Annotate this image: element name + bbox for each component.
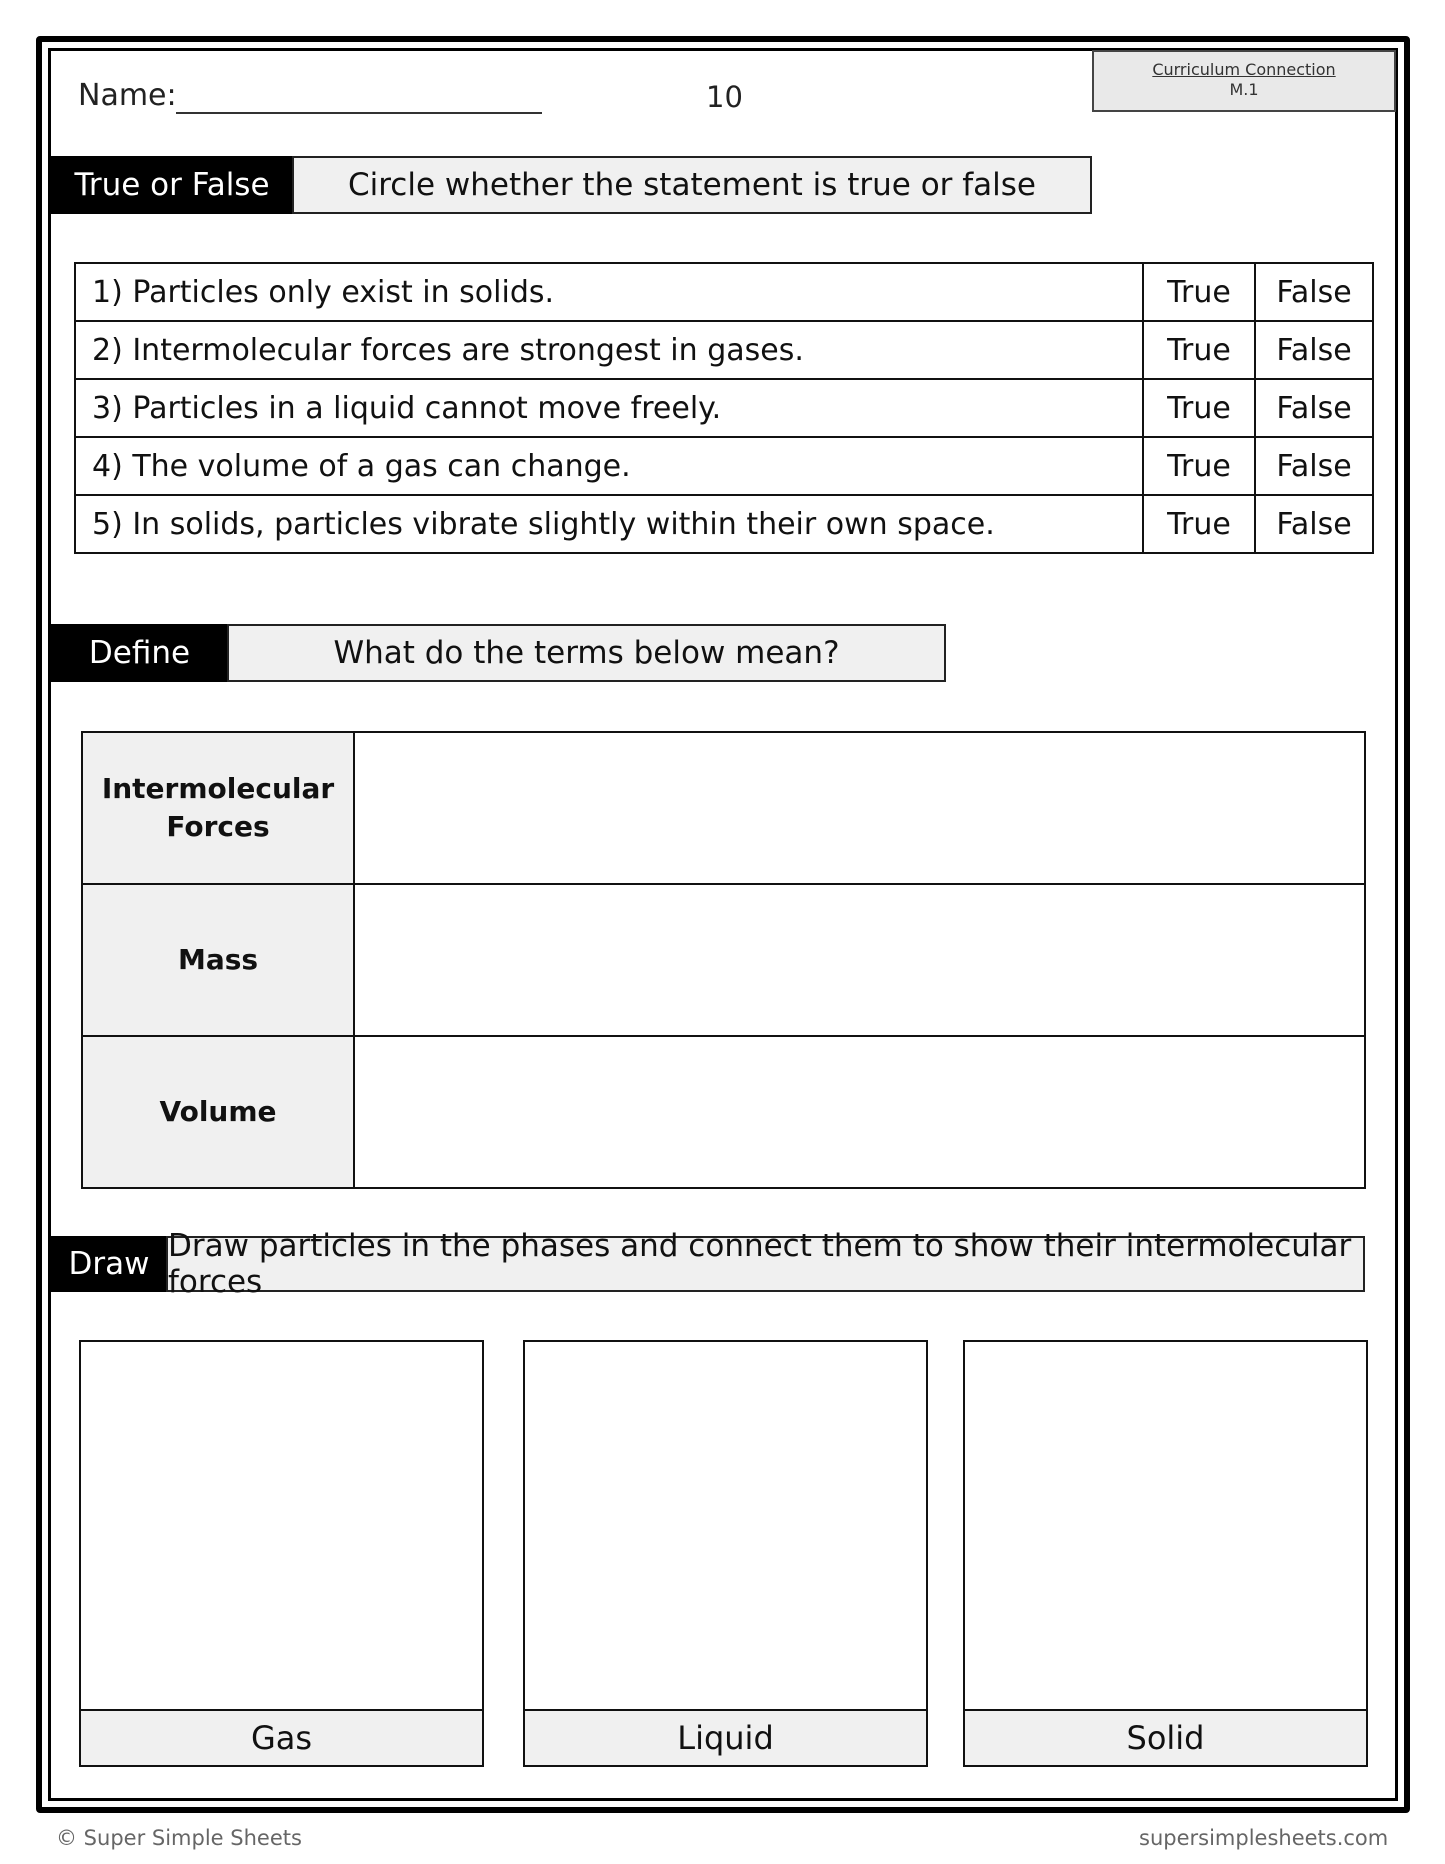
term-label-line2: Forces [166, 810, 270, 843]
true-option-3[interactable]: True [1143, 379, 1255, 437]
website-link[interactable]: supersimplesheets.com [1139, 1826, 1389, 1850]
true-false-instruction: Circle whether the statement is true or false [292, 156, 1092, 214]
false-option-1[interactable]: False [1255, 263, 1373, 321]
false-option-3[interactable]: False [1255, 379, 1373, 437]
true-option-2[interactable]: True [1143, 321, 1255, 379]
curriculum-connection-title: Curriculum Connection [1152, 60, 1336, 79]
term-cell-volume [82, 1036, 354, 1188]
true-option-4[interactable]: True [1143, 437, 1255, 495]
liquid-caption: Liquid [523, 1709, 928, 1767]
name-label: Name: [78, 78, 177, 113]
term-label: Volume [159, 1095, 277, 1128]
table-row [82, 1036, 1365, 1188]
term-cell-intermolecular-forces [82, 732, 354, 884]
draw-section-label: Draw [51, 1236, 167, 1292]
definition-answer-field[interactable] [354, 732, 1365, 884]
table-row [82, 884, 1365, 1036]
true-false-section-label: True or False [51, 156, 293, 214]
table-row [75, 437, 1373, 495]
define-table [81, 731, 1366, 1189]
statement-5: 5) In solids, particles vibrate slightly within their own space. [75, 495, 1143, 553]
name-field-line[interactable] [176, 112, 542, 114]
term-label: Mass [177, 943, 259, 976]
gas-drawing-area[interactable] [79, 1340, 484, 1711]
liquid-drawing-area[interactable] [523, 1340, 928, 1711]
solid-caption: Solid [963, 1709, 1368, 1767]
statement-2: 2) Intermolecular forces are strongest in gases. [75, 321, 1143, 379]
false-option-5[interactable]: False [1255, 495, 1373, 553]
true-option-5[interactable]: True [1143, 495, 1255, 553]
term-cell-mass [82, 884, 354, 1036]
table-row [75, 263, 1373, 321]
false-option-4[interactable]: False [1255, 437, 1373, 495]
define-instruction: What do the terms below mean? [227, 624, 946, 682]
false-option-2[interactable]: False [1255, 321, 1373, 379]
statement-1: 1) Particles only exist in solids. [75, 263, 1143, 321]
curriculum-connection-code: M.1 [1229, 80, 1259, 99]
table-row [75, 495, 1373, 553]
definition-answer-field[interactable] [354, 1036, 1365, 1188]
statement-4: 4) The volume of a gas can change. [75, 437, 1143, 495]
true-false-table [74, 262, 1374, 554]
curriculum-connection-box [1092, 50, 1396, 112]
solid-drawing-area[interactable] [963, 1340, 1368, 1711]
table-row [75, 379, 1373, 437]
define-section-label: Define [51, 624, 228, 682]
definition-answer-field[interactable] [354, 884, 1365, 1036]
table-row [82, 732, 1365, 884]
term-label: Intermolecular [101, 772, 335, 805]
table-row [75, 321, 1373, 379]
true-option-1[interactable]: True [1143, 263, 1255, 321]
draw-instruction: Draw particles in the phases and connect them to show their intermolecular forces [166, 1236, 1365, 1292]
copyright-text: © Super Simple Sheets [56, 1826, 302, 1850]
page-number: 10 [706, 80, 743, 114]
statement-3: 3) Particles in a liquid cannot move freely. [75, 379, 1143, 437]
gas-caption: Gas [79, 1709, 484, 1767]
